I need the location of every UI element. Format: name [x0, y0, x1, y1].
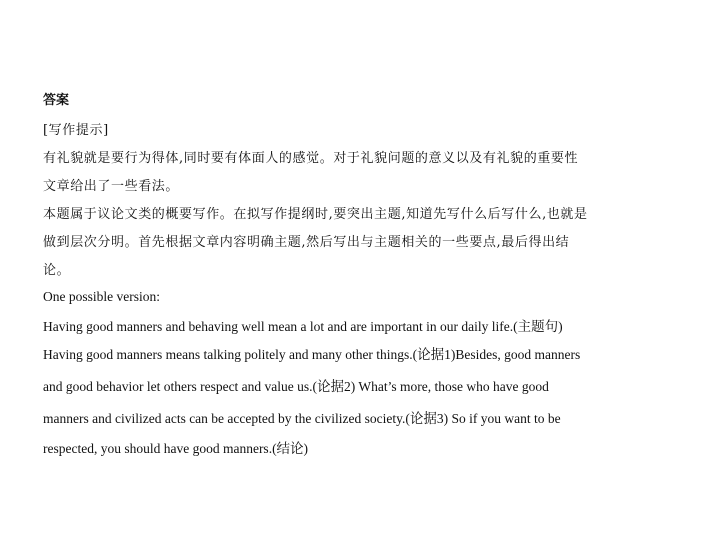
- version-line: and good behavior let others respect and value us.(论据2) What’s more, those who have good: [43, 379, 549, 394]
- version-line: Having good manners and behaving well mean a lot and are important in our daily life.(主题句): [43, 319, 563, 334]
- writing-tip-label: [写作提示]: [43, 123, 109, 138]
- version-line: Having good manners means talking politely and many other things.(论据1)Besides, good manners: [43, 347, 581, 362]
- answer-heading: 答案: [43, 93, 70, 108]
- tip-line: 文章给出了一些看法。: [43, 179, 180, 194]
- tip-line: 论。: [43, 263, 71, 278]
- version-line: manners and civilized acts can be accepted by the civilized society.(论据3) So if you want to be: [43, 411, 561, 426]
- tip-line: 有礼貌就是要行为得体,同时要有体面人的感觉。对于礼貌问题的意义以及有礼貌的重要性: [43, 151, 579, 166]
- tip-line: 做到层次分明。首先根据文章内容明确主题,然后写出与主题相关的一些要点,最后得出结: [43, 235, 570, 250]
- version-label: One possible version:: [43, 289, 160, 304]
- tip-line: 本题属于议论文类的概要写作。在拟写作提纲时,要突出主题,知道先写什么后写什么,也就是: [43, 207, 588, 222]
- version-line: respected, you should have good manners.(结论): [43, 441, 309, 456]
